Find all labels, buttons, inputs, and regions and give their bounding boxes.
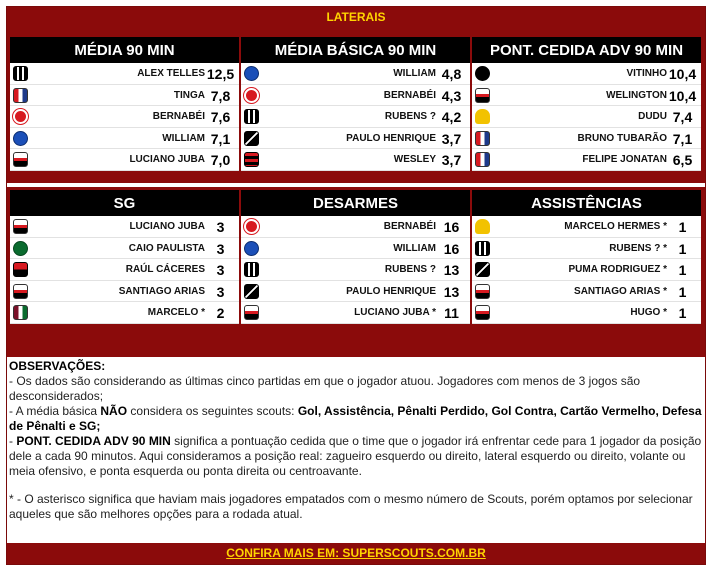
player-value: 13 — [443, 262, 460, 278]
obs2-prefix: - A média básica — [9, 404, 101, 418]
yellow-crest — [475, 219, 490, 234]
cruzeiro-crest — [244, 241, 259, 256]
player-value: 1 — [678, 305, 687, 321]
player-name: RUBENS ? — [384, 111, 436, 122]
player-row — [10, 259, 239, 281]
player-value: 2 — [216, 305, 225, 321]
player-name: MARCELO * — [147, 307, 205, 318]
player-row — [472, 281, 701, 303]
observacoes-block — [9, 359, 703, 522]
player-row — [472, 128, 701, 150]
stats-panel — [472, 37, 701, 171]
player-name: TINGA — [173, 89, 205, 101]
player-name: RUBENS ? — [384, 264, 436, 275]
player-name: SANTIAGO ARIAS — [118, 285, 205, 297]
player-name: WESLEY — [393, 154, 436, 165]
player-row — [10, 63, 239, 85]
player-value: 3 — [216, 262, 225, 278]
obs3-bold: PONT. CEDIDA ADV 90 MIN — [16, 434, 171, 448]
panel-title: DESARMES — [241, 190, 470, 216]
player-value: 1 — [678, 283, 687, 300]
player-name: WILLIAM — [393, 242, 436, 254]
sao-paulo-crest — [475, 88, 490, 103]
player-name: LUCIANO JUBA — [129, 154, 205, 165]
player-row — [241, 281, 470, 303]
player-value: 12,5 — [206, 66, 235, 82]
fortaleza-crest — [475, 131, 490, 146]
player-value: 16 — [443, 219, 460, 235]
sao-paulo-crest — [244, 305, 259, 320]
internacional-crest — [244, 88, 259, 103]
player-value: 16 — [443, 240, 460, 257]
player-row — [241, 259, 470, 281]
player-value: 3,7 — [441, 152, 462, 168]
player-row — [472, 216, 701, 238]
stats-panel — [10, 37, 239, 171]
player-value: 7,8 — [210, 87, 231, 104]
section-title: LATERAIS — [7, 7, 705, 27]
superscouts-link[interactable]: CONFIRA MAIS EM: SUPERSCOUTS.COM.BR — [7, 543, 705, 564]
vitoria-crest — [13, 262, 28, 277]
player-name: LUCIANO JUBA — [129, 221, 205, 232]
fluminense-crest — [13, 305, 28, 320]
atletico-mg-crest — [475, 241, 490, 256]
player-value: 10,4 — [668, 66, 697, 82]
player-row — [241, 238, 470, 260]
player-name: WILLIAM — [162, 132, 205, 144]
player-value: 7,0 — [210, 152, 231, 168]
panel-title: MÉDIA BÁSICA 90 MIN — [241, 37, 470, 63]
player-value: 6,5 — [672, 152, 693, 168]
player-row — [10, 302, 239, 324]
player-row — [10, 85, 239, 107]
player-name: RUBENS ? * — [609, 242, 667, 254]
player-name: WILLIAM — [393, 68, 436, 79]
sao-paulo-crest — [13, 284, 28, 299]
player-row — [241, 85, 470, 107]
player-value: 3 — [216, 219, 225, 235]
flamengo-crest — [244, 152, 259, 167]
player-name: LUCIANO JUBA * — [354, 307, 436, 318]
player-name: RAÚL CÁCERES — [125, 264, 205, 275]
player-name: BERNABÉI — [152, 111, 205, 122]
player-row — [241, 302, 470, 324]
player-row — [10, 238, 239, 260]
player-name: CAIO PAULISTA — [128, 242, 205, 254]
panel-title: ASSISTÊNCIAS — [472, 190, 701, 216]
fortaleza-crest — [13, 88, 28, 103]
vasco-crest — [244, 284, 259, 299]
player-name: DUDU — [638, 111, 667, 122]
stats-panel — [472, 190, 701, 324]
player-value: 3 — [216, 283, 225, 300]
player-row — [472, 63, 701, 85]
sao-paulo-crest — [13, 152, 28, 167]
sao-paulo-crest — [475, 284, 490, 299]
obs2-mid: considera os seguintes scouts: — [127, 404, 298, 418]
player-value: 11 — [444, 305, 459, 321]
player-name: PAULO HENRIQUE — [346, 285, 436, 297]
player-name: VITINHO — [626, 68, 667, 79]
player-value: 7,1 — [672, 130, 693, 147]
player-name: WELINGTON — [606, 89, 667, 101]
cruzeiro-crest — [244, 66, 259, 81]
obs3-prefix: - — [9, 434, 17, 448]
player-name: SANTIAGO ARIAS * — [574, 285, 667, 297]
observacoes-line-1: - Os dados são considerando as últimas cinco partidas em que o jogador atuou. Jogadores com menos de 3 jogos são desconsiderados; — [9, 374, 641, 403]
player-value: 7,4 — [672, 109, 693, 125]
stats-panel — [241, 190, 470, 324]
obs-spacer — [9, 479, 703, 492]
observacoes-line-4: * - O asterisco significa que haviam mais jogadores empatados com o mesmo número de Scouts, porém optamos por selecionar aqueles que são melhores opções para a rodada atual. — [9, 492, 693, 521]
player-row — [10, 106, 239, 128]
obs2-scouts: Gol, Assistência, Pênalti Perdido, Gol Contra, Cartão Vermelho, Defesa de Pênalti e SG; — [9, 404, 702, 433]
player-value: 4,3 — [441, 87, 462, 104]
yellow-crest — [475, 109, 490, 124]
panel-title: MÉDIA 90 MIN — [10, 37, 239, 63]
player-value: 7,1 — [210, 130, 231, 147]
laterais-card — [6, 6, 706, 565]
player-row — [472, 302, 701, 324]
observacoes-line-2 — [9, 404, 703, 434]
player-value: 1 — [678, 240, 687, 257]
player-name: HUGO * — [630, 307, 667, 318]
player-name: BRUNO TUBARÃO — [577, 132, 667, 144]
player-row — [241, 149, 470, 171]
player-row — [241, 128, 470, 150]
panel-title: SG — [10, 190, 239, 216]
atletico-mg-crest — [13, 66, 28, 81]
player-name: FELIPE JONATAN — [582, 154, 667, 165]
player-row — [472, 85, 701, 107]
observacoes-title: OBSERVAÇÕES: — [9, 359, 106, 373]
vasco-crest — [244, 131, 259, 146]
player-value: 3 — [216, 240, 225, 257]
player-row — [472, 149, 701, 171]
player-row — [10, 281, 239, 303]
internacional-crest — [13, 109, 28, 124]
stats-panel — [241, 37, 470, 171]
player-value: 7,6 — [210, 109, 231, 125]
player-value: 10,4 — [668, 87, 697, 104]
cruzeiro-crest — [13, 131, 28, 146]
sao-paulo-crest — [13, 219, 28, 234]
player-value: 4,8 — [441, 66, 462, 82]
obs2-bold: NÃO — [100, 404, 128, 418]
player-name: PAULO HENRIQUE — [346, 132, 436, 144]
player-row — [241, 216, 470, 238]
player-value: 4,2 — [441, 109, 462, 125]
stats-panel — [10, 190, 239, 324]
atletico-mg-crest — [244, 262, 259, 277]
player-row — [472, 238, 701, 260]
sao-paulo-crest — [475, 305, 490, 320]
vasco-crest — [475, 262, 490, 277]
fortaleza-crest — [475, 152, 490, 167]
player-row — [472, 259, 701, 281]
observacoes-line-3 — [9, 434, 703, 479]
botafogo-crest — [475, 66, 490, 81]
player-value: 13 — [443, 283, 460, 300]
player-name: BERNABÉI — [383, 221, 436, 232]
player-name: PUMA RODRIGUEZ * — [568, 264, 667, 275]
atletico-mg-crest — [244, 109, 259, 124]
player-row — [472, 106, 701, 128]
player-row — [10, 128, 239, 150]
player-name: MARCELO HERMES * — [564, 221, 667, 232]
palmeiras-crest — [13, 241, 28, 256]
player-row — [241, 63, 470, 85]
player-row — [10, 216, 239, 238]
obs3-rest: significa a pontuação cedida que o time que o jogador irá enfrentar cede para 1 jogador da posição dele a cada 90 minutos. Aqui consideramos a posição real: zagueiro esquerdo ou direito, lateral esquerdo ou direito, volante ou meia ofensivo, e ponta esquerda ou ponta direita ou centroavante. — [9, 434, 702, 478]
player-row — [10, 149, 239, 171]
panel-title: PONT. CEDIDA ADV 90 MIN — [472, 37, 701, 63]
player-value: 1 — [678, 219, 687, 235]
player-row — [241, 106, 470, 128]
player-name: ALEX TELLES — [137, 68, 205, 79]
internacional-crest — [244, 219, 259, 234]
player-name: BERNABÉI — [383, 89, 436, 101]
player-value: 3,7 — [441, 130, 462, 147]
player-value: 1 — [678, 262, 687, 278]
